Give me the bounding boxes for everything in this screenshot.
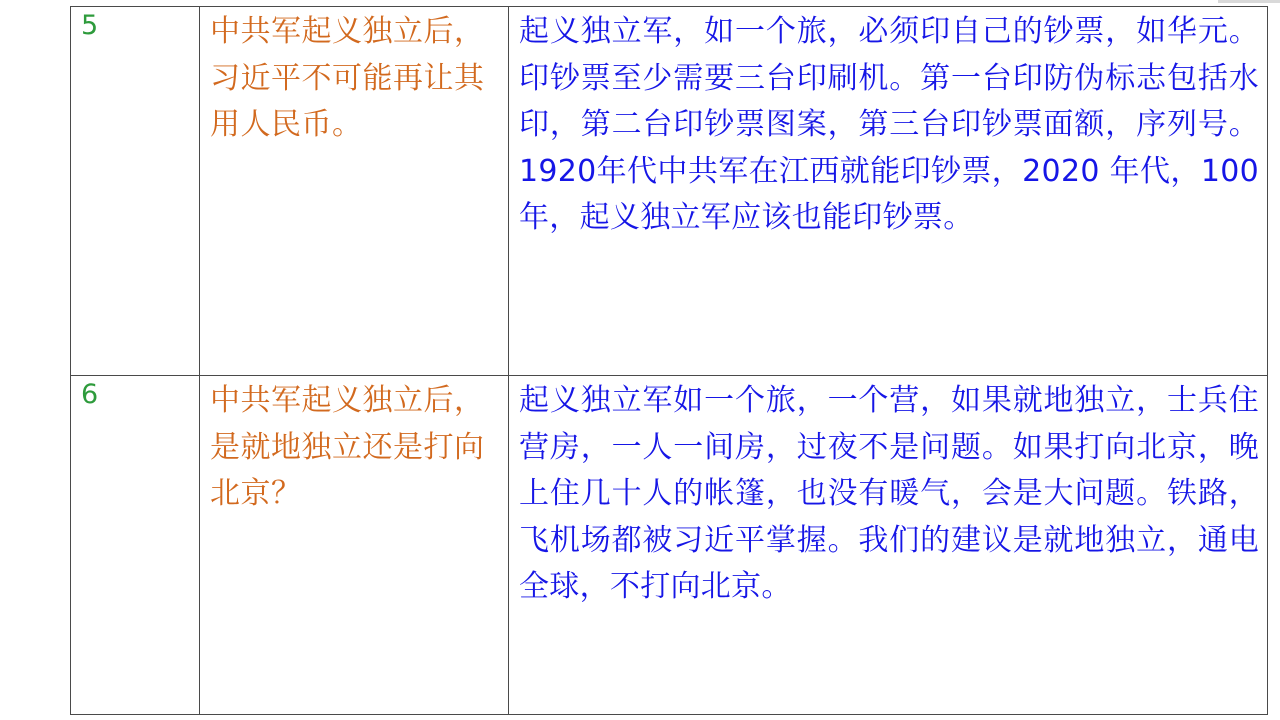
content-table bbox=[70, 6, 1268, 715]
row-topic: 中共军起义独立后，习近平不可能再让其用人民币。 bbox=[200, 7, 509, 376]
table-row bbox=[71, 7, 1268, 376]
row-body: 起义独立军，如一个旅，必须印自己的钞票，如华元。印钞票至少需要三台印刷机。第一台印防伪标志包括水印，第二台印钞票图案，第三台印钞票面额，序列号。1920年代中共军在江西就能印钞票，2020 年代，100 年，起义独立军应该也能印钞票。 bbox=[509, 7, 1268, 376]
row-number: 6 bbox=[71, 376, 200, 715]
row-topic: 中共军起义独立后，是就地独立还是打向北京？ bbox=[200, 376, 509, 715]
table-row bbox=[71, 376, 1268, 715]
table-body bbox=[71, 7, 1268, 715]
row-number: 5 bbox=[71, 7, 200, 376]
row-body: 起义独立军如一个旅，一个营，如果就地独立，士兵住营房，一人一间房，过夜不是问题。如果打向北京，晚上住几十人的帐篷，也没有暖气，会是大问题。铁路，飞机场都被习近平掌握。我们的建议是就地独立，通电全球，不打向北京。 bbox=[509, 376, 1268, 715]
page-corner-mark bbox=[1218, 0, 1280, 3]
